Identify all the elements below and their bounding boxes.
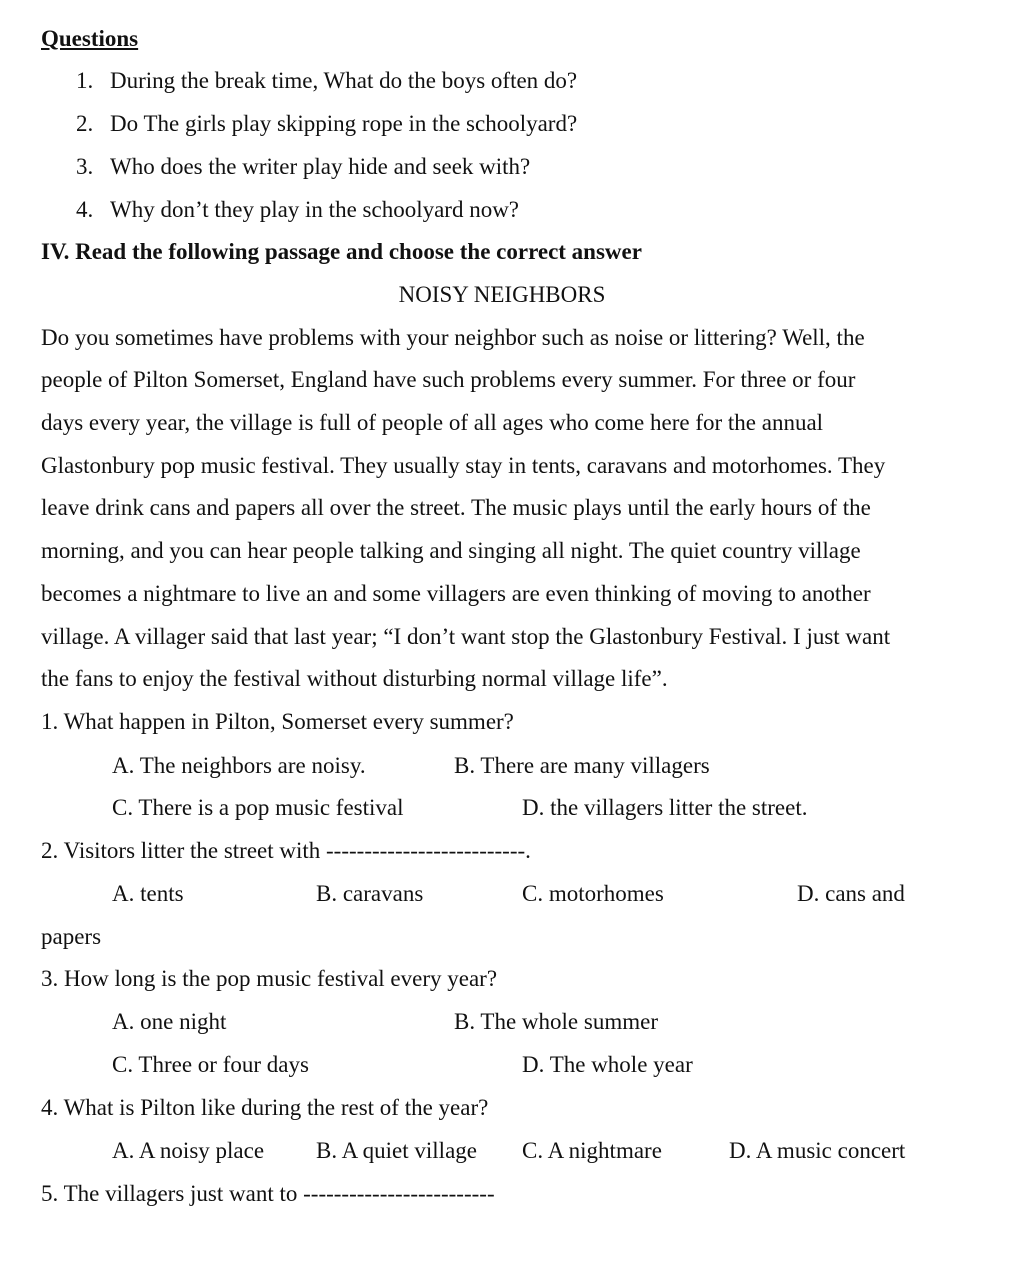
mc-option: C. Three or four days <box>112 1052 309 1077</box>
mc-option: A. one night <box>112 1009 227 1034</box>
passage-line: days every year, the village is full of people of all ages who come here for the annual <box>41 410 824 435</box>
question-number: 2. <box>76 111 94 136</box>
mc-option: C. motorhomes <box>522 881 664 906</box>
mc-question: 2. Visitors litter the street with --------------------------. <box>41 838 531 863</box>
mc-option: B. A quiet village <box>316 1138 477 1163</box>
mc-option: C. A nightmare <box>522 1138 662 1163</box>
mc-option: A. tents <box>112 881 184 906</box>
passage-line: becomes a nightmare to live an and some villagers are even thinking of moving to another <box>41 581 871 606</box>
question-item <box>76 195 519 225</box>
passage-line: leave drink cans and papers all over the street. The music plays until the early hours of the <box>41 495 871 520</box>
mc-option: D. The whole year <box>522 1052 693 1077</box>
mc-option: A. A noisy place <box>112 1138 265 1163</box>
mc-option: B. There are many villagers <box>454 753 710 778</box>
question-item <box>76 109 577 139</box>
section-heading: IV. Read the following passage and choose the correct answer <box>41 239 642 264</box>
question-number: 1. <box>76 68 94 93</box>
passage-line: the fans to enjoy the festival without disturbing normal village life”. <box>41 666 668 691</box>
passage-title: NOISY NEIGHBORS <box>398 282 606 307</box>
mc-question: 4. What is Pilton like during the rest of the year? <box>41 1095 489 1120</box>
question-item <box>76 152 530 182</box>
mc-question: 3. How long is the pop music festival every year? <box>41 966 498 991</box>
mc-option: B. The whole summer <box>454 1009 658 1034</box>
mc-question: 5. The villagers just want to ------------------------- <box>41 1181 495 1206</box>
question-number: 4. <box>76 197 94 222</box>
question-item <box>76 66 577 96</box>
question-text: Do The girls play skipping rope in the schoolyard? <box>110 111 578 136</box>
question-text: Who does the writer play hide and seek with? <box>110 154 531 179</box>
question-number: 3. <box>76 154 94 179</box>
mc-question: 1. What happen in Pilton, Somerset every summer? <box>41 709 514 734</box>
mc-option: D. the villagers litter the street. <box>522 795 808 820</box>
mc-option: D. A music concert <box>729 1138 906 1163</box>
passage-line: people of Pilton Somerset, England have such problems every summer. For three or four <box>41 367 856 392</box>
mc-option: B. caravans <box>316 881 424 906</box>
passage-line: village. A villager said that last year; “I don’t want stop the Glastonbury Festival. I just want <box>41 624 891 649</box>
mc-option: C. There is a pop music festival <box>112 795 404 820</box>
mc-option: D. cans and <box>797 881 905 906</box>
mc-option: A. The neighbors are noisy. <box>112 753 366 778</box>
passage-line: Do you sometimes have problems with your neighbor such as noise or littering? Well, the <box>41 325 865 350</box>
question-text: During the break time, What do the boys often do? <box>110 68 578 93</box>
passage-line: Glastonbury pop music festival. They usually stay in tents, caravans and motorhomes. They <box>41 453 886 478</box>
mc-option-continuation: papers <box>41 924 102 949</box>
passage-line: morning, and you can hear people talking and singing all night. The quiet country village <box>41 538 861 563</box>
questions-heading: Questions <box>41 26 139 51</box>
question-text: Why don’t they play in the schoolyard now? <box>110 197 520 222</box>
